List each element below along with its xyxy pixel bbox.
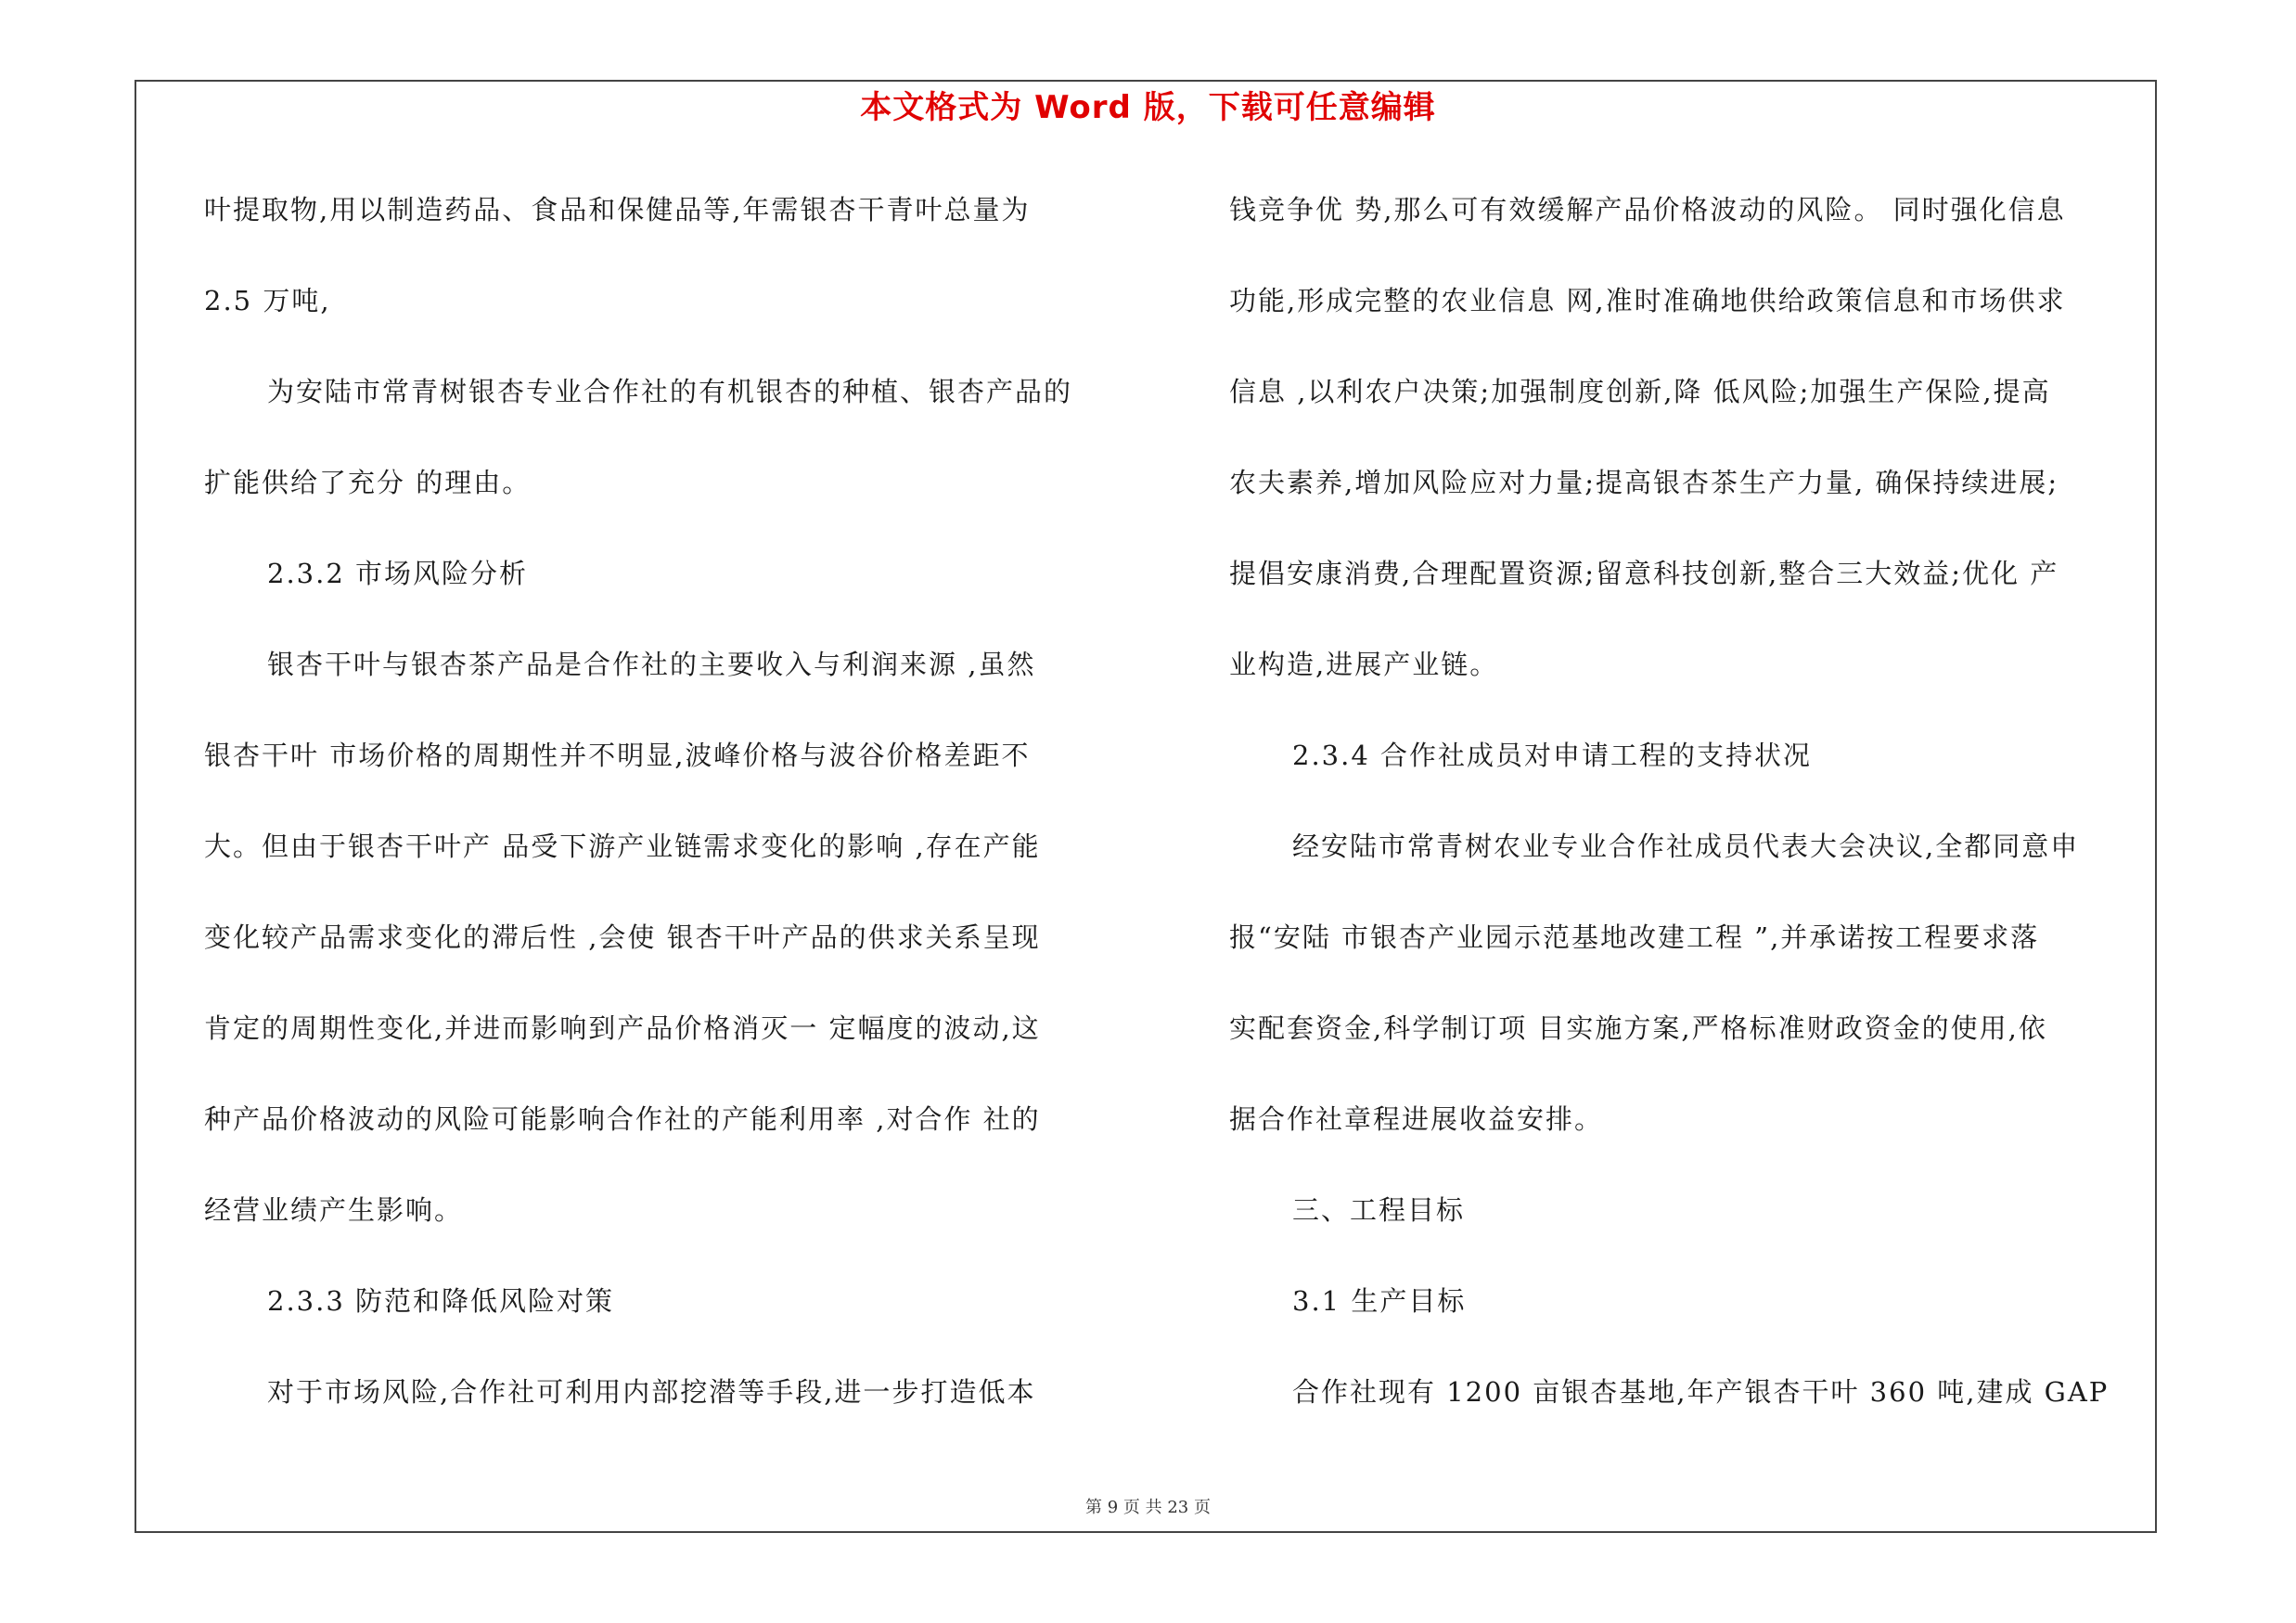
format-banner: 本文格式为 Word 版，下载可任意编辑: [860, 89, 1436, 126]
text-line: 2.5 万吨,: [204, 285, 331, 316]
text-line: 经营业绩产生影响。: [204, 1194, 464, 1226]
text-line: 功能,形成完整的农业信息 网,准时准确地供给政策信息和市场供求: [1229, 285, 2066, 316]
text-line: 业构造,进展产业链。: [1229, 649, 1499, 680]
text-line: 变化较产品需求变化的滞后性 ,会使 银杏干叶产品的供求关系呈现: [204, 921, 1041, 953]
text-line: 银杏干叶 市场价格的周期性并不明显,波峰价格与波谷价格差距不: [204, 740, 1031, 771]
text-line: 2.3.3 防范和降低风险对策: [267, 1285, 615, 1317]
text-line: 为安陆市常青树银杏专业合作社的有机银杏的种植、银杏产品的: [267, 376, 1073, 407]
text-line: 扩能供给了充分 的理由。: [204, 467, 532, 498]
text-line: 肯定的周期性变化,并进而影响到产品价格消灭一 定幅度的波动,这: [204, 1012, 1041, 1044]
text-line: 对于市场风险,合作社可利用内部挖潜等手段,进一步打造低本: [267, 1376, 1036, 1408]
page-number: 第 9 页 共 23 页: [1085, 1498, 1211, 1517]
text-line: 2.3.2 市场风险分析: [267, 558, 529, 589]
text-line: 大。但由于银杏干叶产 品受下游产业链需求变化的影响 ,存在产能: [204, 831, 1041, 862]
text-line: 农夫素养,增加风险应对力量;提高银杏茶生产力量, 确保持续进展;: [1229, 467, 2059, 498]
text-line: 报“安陆 市银杏产业园示范基地改建工程 ”,并承诺按工程要求落: [1229, 921, 2040, 953]
right-text-column: [1229, 182, 2143, 1455]
text-line: 实配套资金,科学制订项 目实施方案,严格标准财政资金的使用,依: [1229, 1012, 2047, 1044]
left-text-column: [204, 182, 1132, 1455]
text-line: 三、工程目标: [1292, 1194, 1466, 1226]
text-line: 据合作社章程进展收益安排。: [1229, 1103, 1604, 1135]
text-line: 钱竞争优 势,那么可有效缓解产品价格波动的风险。 同时强化信息: [1229, 194, 2066, 225]
text-line: 信息 ,以利农户决策;加强制度创新,降 低风险;加强生产保险,提高: [1229, 376, 2051, 407]
text-line: 叶提取物,用以制造药品、食品和保健品等,年需银杏干青叶总量为: [204, 194, 1031, 225]
text-line: 3.1 生产目标: [1292, 1285, 1467, 1317]
text-line: 种产品价格波动的风险可能影响合作社的产能利用率 ,对合作 社的: [204, 1103, 1041, 1135]
text-line: 经安陆市常青树农业专业合作社成员代表大会决议,全都同意申: [1292, 831, 2080, 862]
text-line: 提倡安康消费,合理配置资源;留意科技创新,整合三大效益;优化 产: [1229, 558, 2059, 589]
text-line: 合作社现有 1200 亩银杏基地,年产银杏干叶 360 吨,建成 GAP: [1292, 1376, 2110, 1408]
text-line: 银杏干叶与银杏茶产品是合作社的主要收入与利润来源 ,虽然: [267, 649, 1036, 680]
text-line: 2.3.4 合作社成员对申请工程的支持状况: [1292, 740, 1813, 771]
